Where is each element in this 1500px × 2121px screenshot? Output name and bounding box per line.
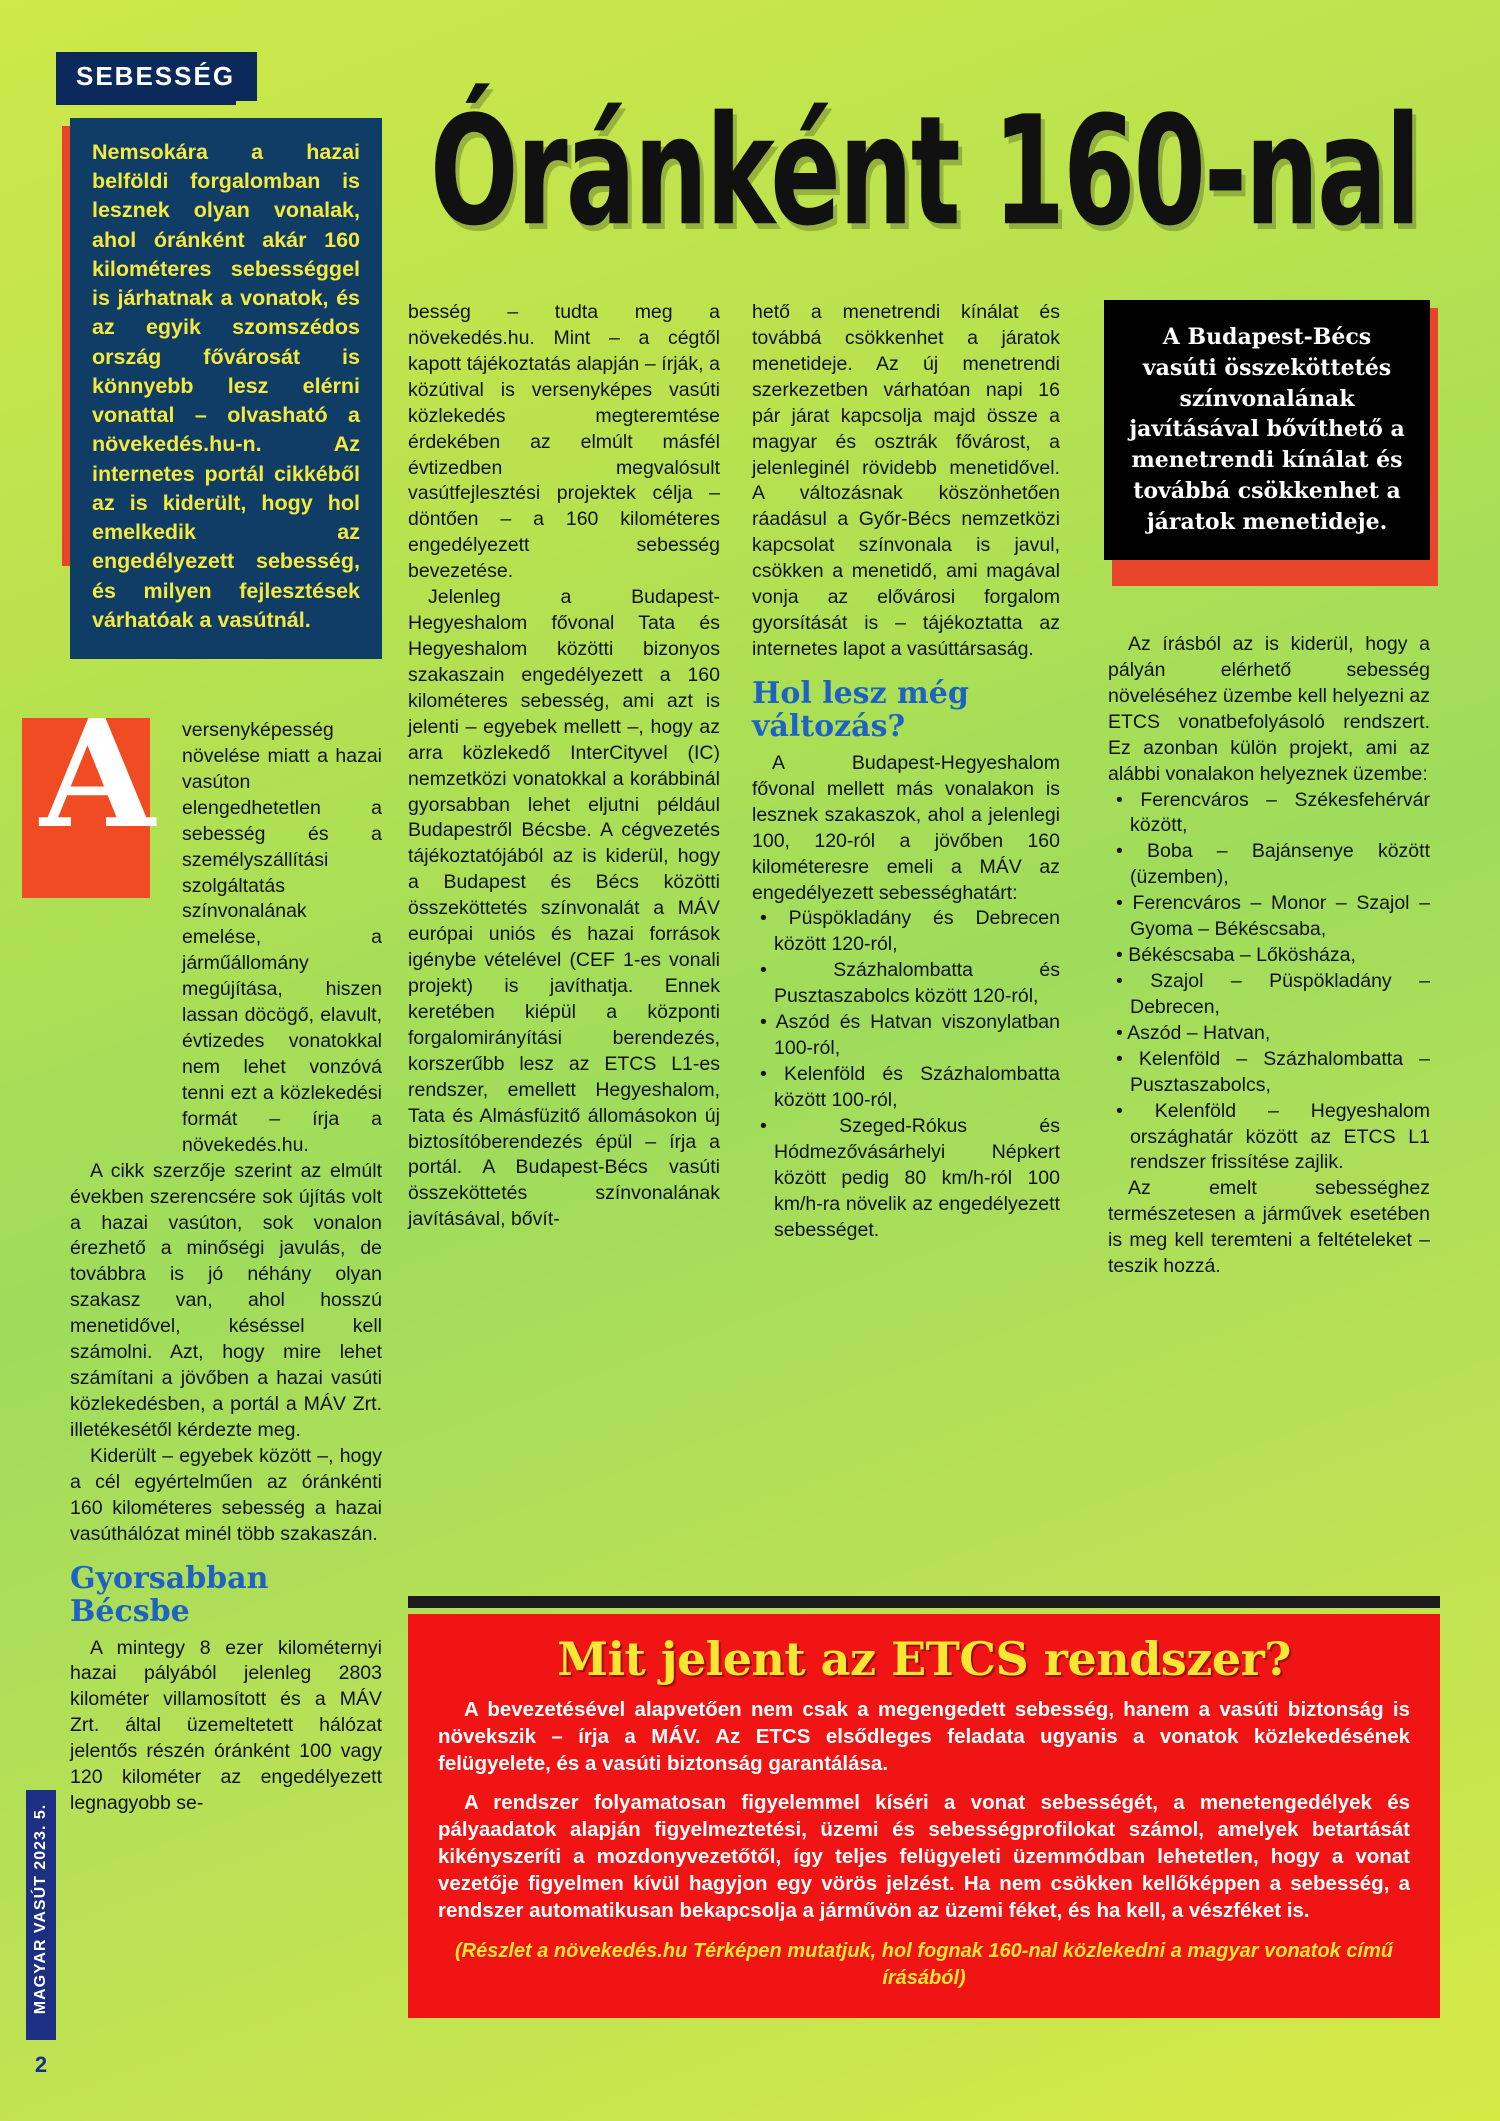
dropcap-letter: A [40,687,155,861]
column-four [1108,632,1430,1280]
page-number: 2 [34,2052,48,2077]
column-three [752,300,1060,1243]
section-tag: SEBESSÉG [56,52,257,101]
col3-bullet-5: • Szeged-Rókus és Hódmezővásárhelyi Népkert között pedig 80 km/h-ról 100 km/h-ra növelik az engedélyezett sebességet. [760,1114,1060,1241]
etcs-box-paragraph-2: A rendszer folyamatosan figyelemmel kíséri a vonat sebességét, a menetengedélyek és pályaadatok alapján figyelmeztetési, üzemi és sebességprofilokat számol, amelyek betartását kikényszeríti a mozdonyvezetőtől, így teljes felügyeleti üzemmódban lehetetlen, hogy a vonat vezetője figyelmen kívül hagyjon egy vörös jelzést. Ha nem csökken kellőképpen a sebesség, a rendszer automatikusan bekapcsolja a járművön az üzemi féket, és ha kell, a vészféket is. [438,1791,1410,1923]
col4-paragraph-2: Az emelt sebességhez természetesen a járművek esetében is meg kell teremteni a feltételeket – teszik hozzá. [1108,1177,1430,1278]
column-two [408,300,720,1233]
col4-bullet-4: • Békéscsaba – Lőkösháza, [1116,944,1356,967]
spine-label: MAGYAR VASÚT 2023. 5. [32,1803,49,2015]
col4-bullet-8: • Kelenföld – Hegyeshalom országhatár között az ETCS L1 rendszer frissítése zajlik. [1116,1099,1430,1174]
etcs-box-paragraph-1: A bevezetésével alapvetően nem csak a megengedett sebesség, hanem a vasúti biztonság is növekszik – írja a MÁV. Az ETCS elsődleges feladata ugyanis a vonatok közlekedésének felügyelete, és a vasúti biztonság garantálása. [438,1698,1410,1776]
page-title: Óránként 160-nal [430,82,1419,260]
pull-quote: A Budapest-Bécs vasúti összeköttetés színvonalának javításával bővíthető a menetrendi kínálat és továbbá csökkenhet a járatok menetideje. [1104,300,1430,560]
col4-paragraph-1: Az írásból az is kiderül, hogy a pályán elérhető sebesség növeléséhez üzembe kell helyezni az ETCS vonatbefolyásoló rendszert. Ez azonban külön projekt, ami az alábbi vonalakon helyeznek üzembe: [1108,633,1430,785]
col3-bullet-4: • Kelenföld és Százhalombatta között 100-ról, [760,1062,1060,1111]
section-rule [56,100,236,105]
etcs-info-box [408,1614,1440,2018]
col4-bullet-2: • Boba – Bajánsenye között (üzemben), [1116,840,1430,889]
col1-paragraph-3: Kiderült – egyebek között –, hogy a cél egyértelműen az óránkénti 160 kilométeres sebesség a hazai vasúthálózat minél több szakaszán. [70,1444,382,1545]
col3-bullet-2: • Százhalombatta és Pusztaszabolcs között 120-ról, [760,959,1060,1008]
col1-paragraph-2: A cikk szerzője szerint az elmúlt években szerencsére sok újítás volt a hazai vasúton, sok vonalon érezhető a minőségi javulás, de továbbra is jó néhány olyan szakasz van, ahol hosszú menetidővel, késéssel kell számolni. Azt, hogy mire lehet számítani a jövőben a hazai vasúti közlekedésben, a portál a MÁV Zrt. illetékesétől kérdezte meg. [70,1159,382,1441]
col2-paragraph-1: besség – tudta meg a növekedés.hu. Mint – a cégtől kapott tájékoztatás alapján – írják, a közútival is versenyképes vasúti közlekedés megteremtése érdekében az elmúlt másfél évtizedben megvalósult vasútfejlesztési projektek célja – döntően – a 160 kilométeres engedélyezett sebesség bevezetése. [408,301,720,583]
col3-bullet-3: • Aszód és Hatvan viszonylatban 100-ról, [760,1011,1060,1060]
subhead-hol-lesz-meg-valtozas: Hol lesz még változás? [752,675,969,744]
subhead-gyorsabban-becsbe: Gyorsabban Bécsbe [70,1560,269,1629]
col3-paragraph-2: A Budapest-Hegyeshalom fővonal mellett más vonalakon is lesznek szakaszok, ahol a jelenlegi 100, 120-ról a jövőben 160 kilométeresre emeli a MÁV az engedélyezett sebességhatárt: [752,751,1060,904]
col3-bullet-1: • Püspökladány és Debrecen között 120-ról, [760,907,1060,956]
col4-bullet-3: • Ferencváros – Monor – Szajol – Gyoma – Békéscsaba, [1116,892,1430,941]
lead-paragraph: Nemsokára a hazai belföldi forgalomban is lesznek olyan vonalak, ahol óránként akár 160 kilométeres sebességgel is járhatnak a vonatok, és az egyik szomszédos ország fővárosát is könnyebb lesz elérni vonattal – olvasható a növekedés.hu-n. Az internetes portál cikkéből az is kiderült, hogy hol emelkedik az engedélyezett sebesség, és milyen fejlesztések várhatóak a vasútnál. [70,118,382,659]
redbox-top-bar [408,1596,1440,1608]
etcs-box-title: Mit jelent az ETCS rendszer? [557,1632,1291,1686]
column-one [70,718,382,1817]
col4-bullet-7: • Kelenföld – Százhalombatta – Pusztaszabolcs, [1116,1047,1430,1096]
col3-paragraph-1: hető a menetrendi kínálat és továbbá csökkenhet a járatok menetideje. Az új menetrendi szerkezetben várhatóan napi 16 pár járat kapcsolja majd össze a magyar és osztrák fővárost, a jelenleginél rövidebb menetidővel. A változásnak köszönhetően ráadásul a Győr-Bécs nemzetközi kapcsolat színvonala is javul, csökken a menetidő, ami magával vonja az elővárosi forgalom gyorsítását is – tájékoztatta az internetes lapot a vasúttársaság. [752,301,1060,660]
col4-bullet-1: • Ferencváros – Székesfehérvár között, [1116,788,1430,837]
col1-paragraph-4: A mintegy 8 ezer kilométernyi hazai pályából jelenleg 2803 kilométer villamosított és a MÁV Zrt. által üzemeltetett hálózat jelentős részén óránként 100 vagy 120 kilométer az engedélyezett legnagyobb se- [70,1636,382,1815]
col4-bullet-6: • Aszód – Hatvan, [1116,1021,1271,1044]
magazine-spine [26,1790,56,2040]
col1-paragraph-1: versenyképesség növelése miatt a hazai vasúton elengedhetetlen a sebesség és a személyszállítási szolgáltatás színvonalának emelése, a járműállomány megújítása, hiszen lassan döcögő, elavult, évtizedes vonatokkal nem lehet vonzóvá tenni ezt a közlekedési formát – írja a növekedés.hu. [182,719,382,1156]
col2-paragraph-2: Jelenleg a Budapest-Hegyeshalom fővonal Tata és Hegyeshalom közötti bizonyos szakaszain engedélyezett a 160 kilométeres sebesség, ami azt is jelenti – egyebek mellett –, hogy az arra közlekedő InterCityvel (IC) nemzetközi vonatokkal a korábbinál gyorsabban lehet eljutni például Budapestről Bécsbe. A cégvezetés tájékoztatójából az is kiderül, hogy a Budapest és Bécs közötti összeköttetés színvonalát a MÁV európai uniós és hazai források igénybe vételével (CEF 1-es vonali projekt) is javíthatja. Ennek keretében kiépül a központi forgalomirányítási berendezés, korszerűbb lesz az ETCS L1-es rendszer, emellett Hegyeshalom, Tata és Almásfüzitő állomásokon új biztosítóberendezés épül – írja a portál. A Budapest-Bécs vasúti összeköttetés színvonalának javításával, bővít- [408,586,720,1231]
col4-bullet-5: • Szajol – Püspökladány – Debrecen, [1116,969,1430,1018]
etcs-box-credit: (Részlet a növekedés.hu Térképen mutatjuk, hol fognak 160-nal közlekedni a magyar vonatok című írásából) [454,1940,1394,1990]
